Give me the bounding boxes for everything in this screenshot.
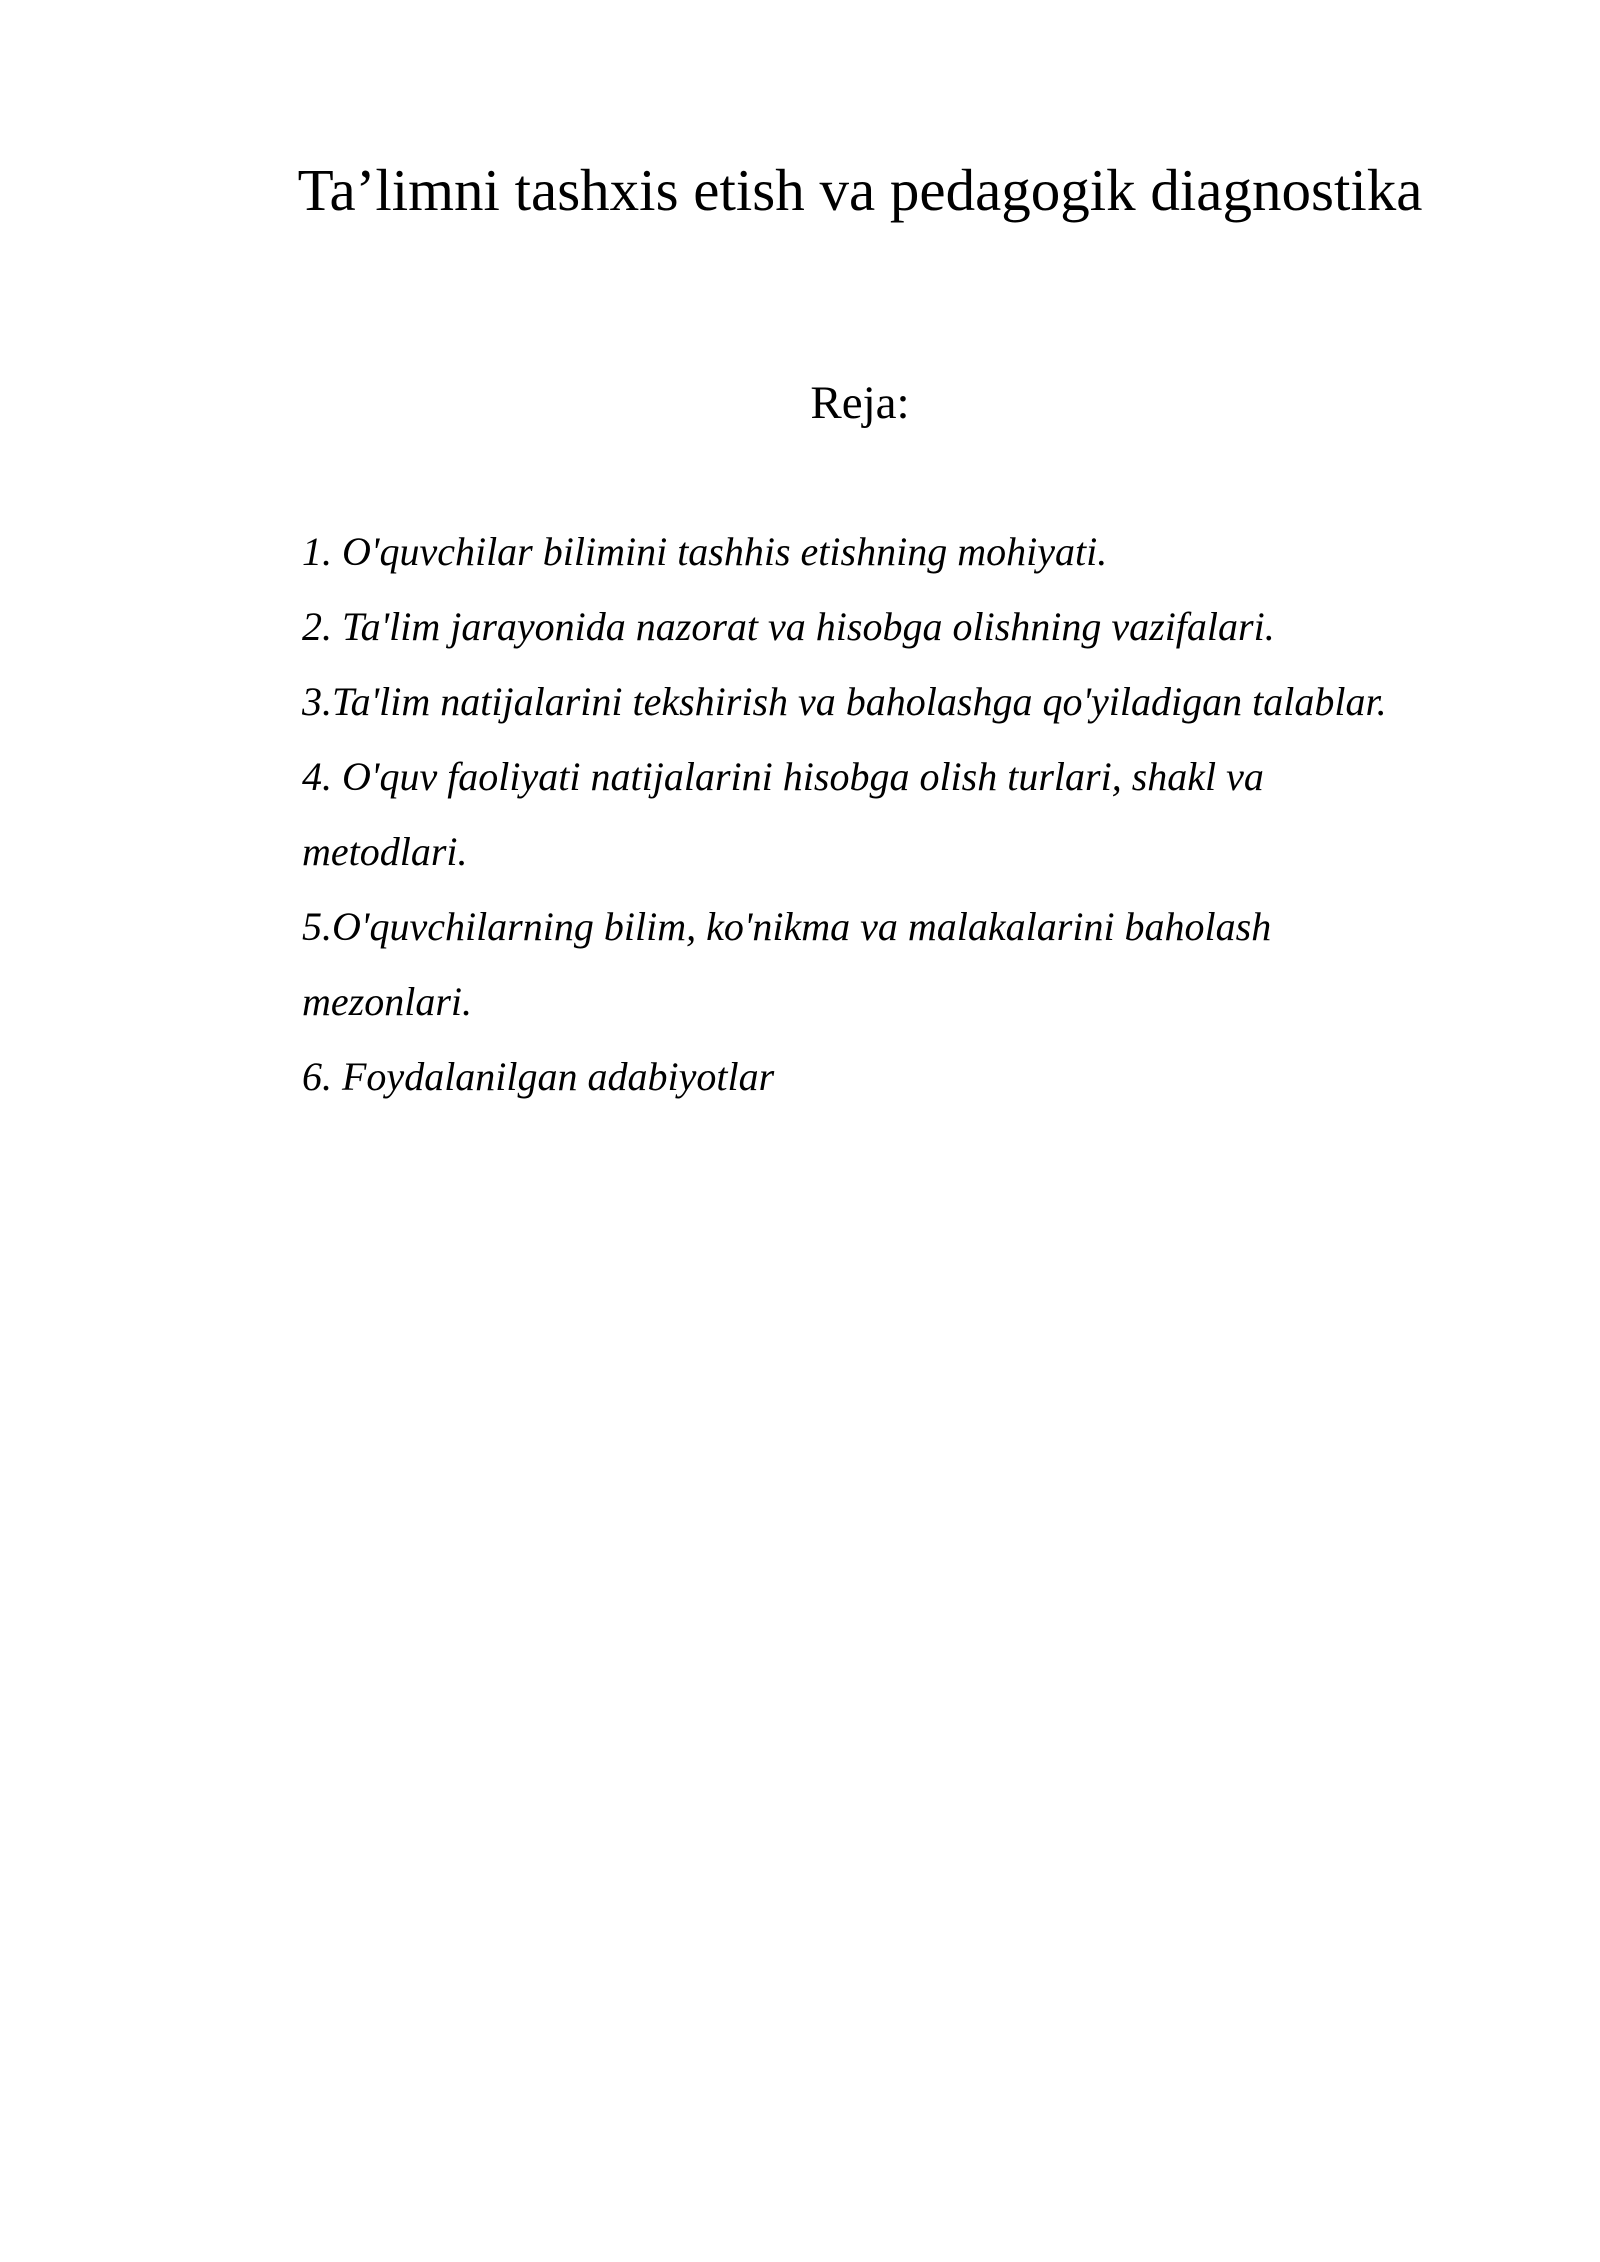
plan-heading: Reja:	[810, 377, 910, 429]
plan-line: mezonlari.	[302, 979, 472, 1024]
plan-list	[302, 514, 1532, 1114]
document-title: Ta’limni tashxis etish va pedagogik diagnostika	[297, 157, 1423, 223]
plan-line: 1. O'quvchilar bilimini tashhis etishning mohiyati.	[302, 529, 1108, 574]
plan-line: metodlari.	[302, 829, 468, 874]
plan-line: 6. Foydalanilgan adabiyotlar	[302, 1054, 775, 1099]
plan-line: 5.O'quvchilarning bilim, ko'nikma va malakalarini baholash	[302, 904, 1272, 949]
plan-line: 4. O'quv faoliyati natijalarini hisobga olish turlari, shakl va	[302, 754, 1264, 799]
plan-line: 3.Ta'lim natijalarini tekshirish va baholashga qo'yiladigan talablar.	[302, 679, 1387, 724]
plan-line: 2. Ta'lim jarayonida nazorat va hisobga olishning vazifalari.	[302, 604, 1275, 649]
